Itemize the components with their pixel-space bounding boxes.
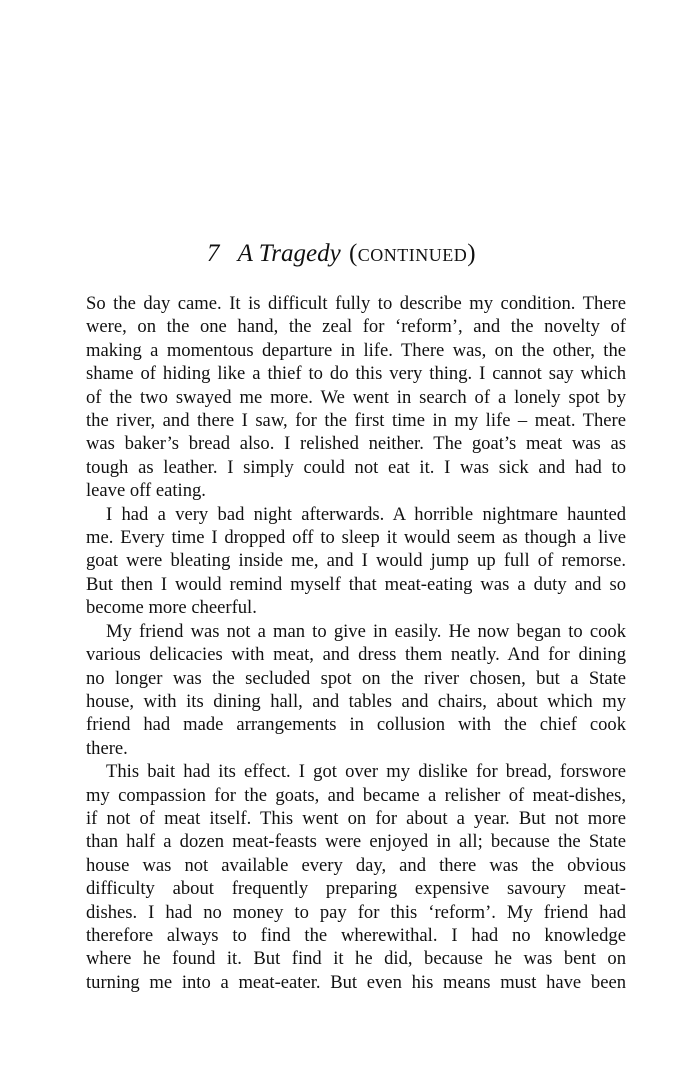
- paragraph: [86, 620, 626, 760]
- chapter-continued-label: (continued): [348, 240, 477, 267]
- text-line: tough as leather. I simply could not eat it. I was sick and had to: [86, 456, 626, 478]
- paragraph: [86, 503, 626, 620]
- text-line: where he found it. But find it he did, because he was bent on: [86, 948, 626, 970]
- text-line: there.: [86, 737, 128, 759]
- text-line: than half a dozen meat-feasts were enjoyed in all; because the State: [86, 831, 626, 853]
- text-line: This bait had its effect. I got over my dislike for bread, forswore: [106, 761, 626, 783]
- text-line: no longer was the secluded spot on the river chosen, but a State: [86, 667, 626, 689]
- text-line: My friend was not a man to give in easily. He now began to cook: [106, 620, 626, 642]
- paragraph: [86, 292, 626, 503]
- text-line: goat were bleating inside me, and I would jump up full of remorse.: [86, 550, 626, 572]
- text-line: if not of meat itself. This went on for about a year. But not more: [86, 807, 626, 829]
- chapter-number: 7: [206, 240, 220, 267]
- text-line: was baker’s bread also. I relished neither. The goat’s meat was as: [86, 433, 626, 455]
- text-line: become more cheerful.: [86, 597, 257, 619]
- text-line: were, on the one hand, the zeal for ‘reform’, and the novelty of: [86, 316, 626, 338]
- text-line: So the day came. It is difficult fully to describe my condition. There: [86, 293, 626, 314]
- text-line: friend had made arrangements in collusion with the chief cook: [86, 714, 626, 736]
- text-line: dishes. I had no money to pay for this ‘reform’. My friend had: [86, 901, 626, 923]
- text-line: leave off eating.: [86, 480, 206, 502]
- text-line: house was not available every day, and there was the obvious: [86, 854, 626, 876]
- text-line: I had a very bad night afterwards. A horrible nightmare haunted: [106, 503, 626, 525]
- text-line: therefore always to find the wherewithal. I had no knowledge: [86, 924, 626, 946]
- text-line: difficulty about frequently preparing expensive savoury meat-: [86, 878, 626, 900]
- text-line: the river, and there I saw, for the first time in my life – meat. There: [86, 410, 626, 432]
- paragraph: [86, 760, 626, 994]
- text-line: of the two swayed me more. We went in search of a lonely spot by: [86, 386, 626, 408]
- text-line: house, with its dining hall, and tables and chairs, about which my: [86, 690, 626, 712]
- body-text: [86, 292, 626, 994]
- text-line: making a momentous departure in life. There was, on the other, the: [86, 339, 626, 361]
- chapter-title: A Tragedy: [237, 240, 341, 267]
- chapter-heading: [0, 238, 683, 270]
- text-line: shame of hiding like a thief to do this very thing. I cannot say which: [86, 363, 626, 385]
- text-line: my compassion for the goats, and became a relisher of meat-dishes,: [86, 784, 626, 806]
- text-line: turning me into a meat-eater. But even his means must have been: [86, 971, 626, 993]
- text-line: various delicacies with meat, and dress them neatly. And for dining: [86, 644, 626, 666]
- text-line: But then I would remind myself that meat-eating was a duty and so: [86, 573, 626, 595]
- text-line: me. Every time I dropped off to sleep it would seem as though a live: [86, 527, 626, 549]
